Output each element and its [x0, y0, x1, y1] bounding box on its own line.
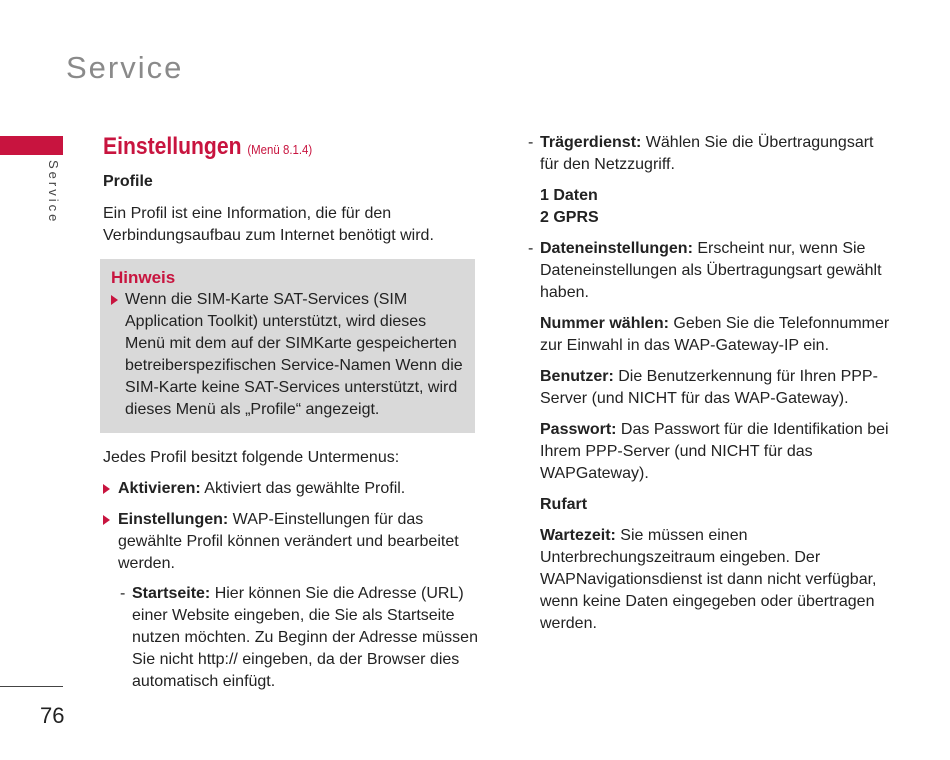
note-item: [111, 289, 463, 421]
rufart-heading: Rufart: [540, 496, 588, 513]
section-title-text: Einstellungen: [103, 133, 242, 160]
bottom-divider: [0, 686, 63, 687]
dash-marker: -: [528, 240, 534, 257]
wartezeit-item: [540, 525, 893, 635]
bullet-einstellungen: [103, 509, 478, 575]
traegerdienst-text: Wählen Sie die Übertragungsart für den Netzzugriff.: [540, 134, 874, 173]
dateneinstellungen-text: Erscheint nur, wenn Sie Dateneinstellungen als Übertragungsart gewählt haben.: [540, 240, 882, 301]
side-accent-bar: [0, 136, 63, 155]
left-column: [103, 132, 478, 693]
dash-marker: -: [528, 134, 534, 151]
startseite-text: Hier können Sie die Adresse (URL) einer Website eingeben, die Sie als Startseite nutzen möchten. Zu Beginn der Adresse müssen Sie nicht http:// eingeben, da der Browser dies automatisch einfügt.: [132, 585, 478, 690]
startseite-item: [120, 583, 478, 693]
passwort-term: Passwort:: [540, 421, 617, 438]
dateneinstellungen-term: Dateneinstellungen:: [540, 240, 693, 257]
bullet-aktivieren: [103, 478, 478, 500]
bullet-term: Einstellungen:: [118, 511, 229, 528]
traegerdienst-term: Trägerdienst:: [540, 134, 642, 151]
startseite-term: Startseite:: [132, 585, 211, 602]
nummer-item: [540, 313, 893, 357]
dash-marker: -: [120, 585, 126, 602]
page-header-title: Service: [66, 50, 184, 85]
bullet-text: WAP-Einstellungen für das gewählte Profil können verändert und bearbeitet werden.: [118, 511, 459, 572]
intro-paragraph: Ein Profil ist eine Information, die für den Verbindungsaufbau zum Internet benötigt wird.: [103, 205, 434, 244]
bullet-text: Aktiviert das gewählte Profil.: [200, 480, 406, 497]
note-arrow-icon: [111, 295, 118, 305]
option-daten: 1 Daten: [540, 187, 598, 204]
dateneinstellungen-item: [528, 238, 893, 304]
benutzer-term: Benutzer:: [540, 368, 614, 385]
nummer-text: Geben Sie die Telefonnummer zur Einwahl in das WAP-Gateway-IP ein.: [540, 315, 890, 354]
side-tab-label: Service: [46, 160, 61, 225]
menu-reference: (Menü 8.1.4): [247, 142, 313, 157]
note-box: [100, 259, 475, 433]
benutzer-item: [540, 366, 893, 410]
bullet-arrow-icon: [103, 484, 110, 494]
benutzer-text: Die Benutzerkennung für Ihren PPP-Server (und NICHT für das WAP-Gateway).: [540, 368, 878, 407]
bullet-arrow-icon: [103, 515, 110, 525]
passwort-item: [540, 419, 893, 485]
passwort-text: Das Passwort für die Identifikation bei Ihrem PPP-Server (und NICHT für das WAPGateway).: [540, 421, 889, 482]
option-gprs: 2 GPRS: [540, 209, 599, 226]
wartezeit-term: Wartezeit:: [540, 527, 616, 544]
submenus-intro: Jedes Profil besitzt folgende Untermenus:: [103, 449, 400, 466]
note-text: Wenn die SIM-Karte SAT-Services (SIM Application Toolkit) unterstützt, wird dieses Menü mit dem auf der SIMKarte gespeicherten betreiberspezifischen Service-Namen Wenn die SIM-Karte keine SAT-Services unterstützt, wird dieses Menü als „Profile“ angezeigt.: [125, 291, 463, 418]
traegerdienst-item: [528, 132, 893, 176]
nummer-term: Nummer wählen:: [540, 315, 669, 332]
right-column: [528, 132, 893, 635]
page-number: 76: [40, 703, 65, 728]
wartezeit-text: Sie müssen einen Unterbrechungszeitraum eingeben. Der WAPNavigationsdienst ist dann nicht verfügbar, wenn keine Daten eingegeben oder übertragen werden.: [540, 527, 877, 632]
bullet-term: Aktivieren:: [118, 480, 201, 497]
section-title: [103, 132, 433, 165]
note-title: Hinweis: [111, 268, 176, 287]
subheading-profile: Profile: [103, 173, 153, 190]
